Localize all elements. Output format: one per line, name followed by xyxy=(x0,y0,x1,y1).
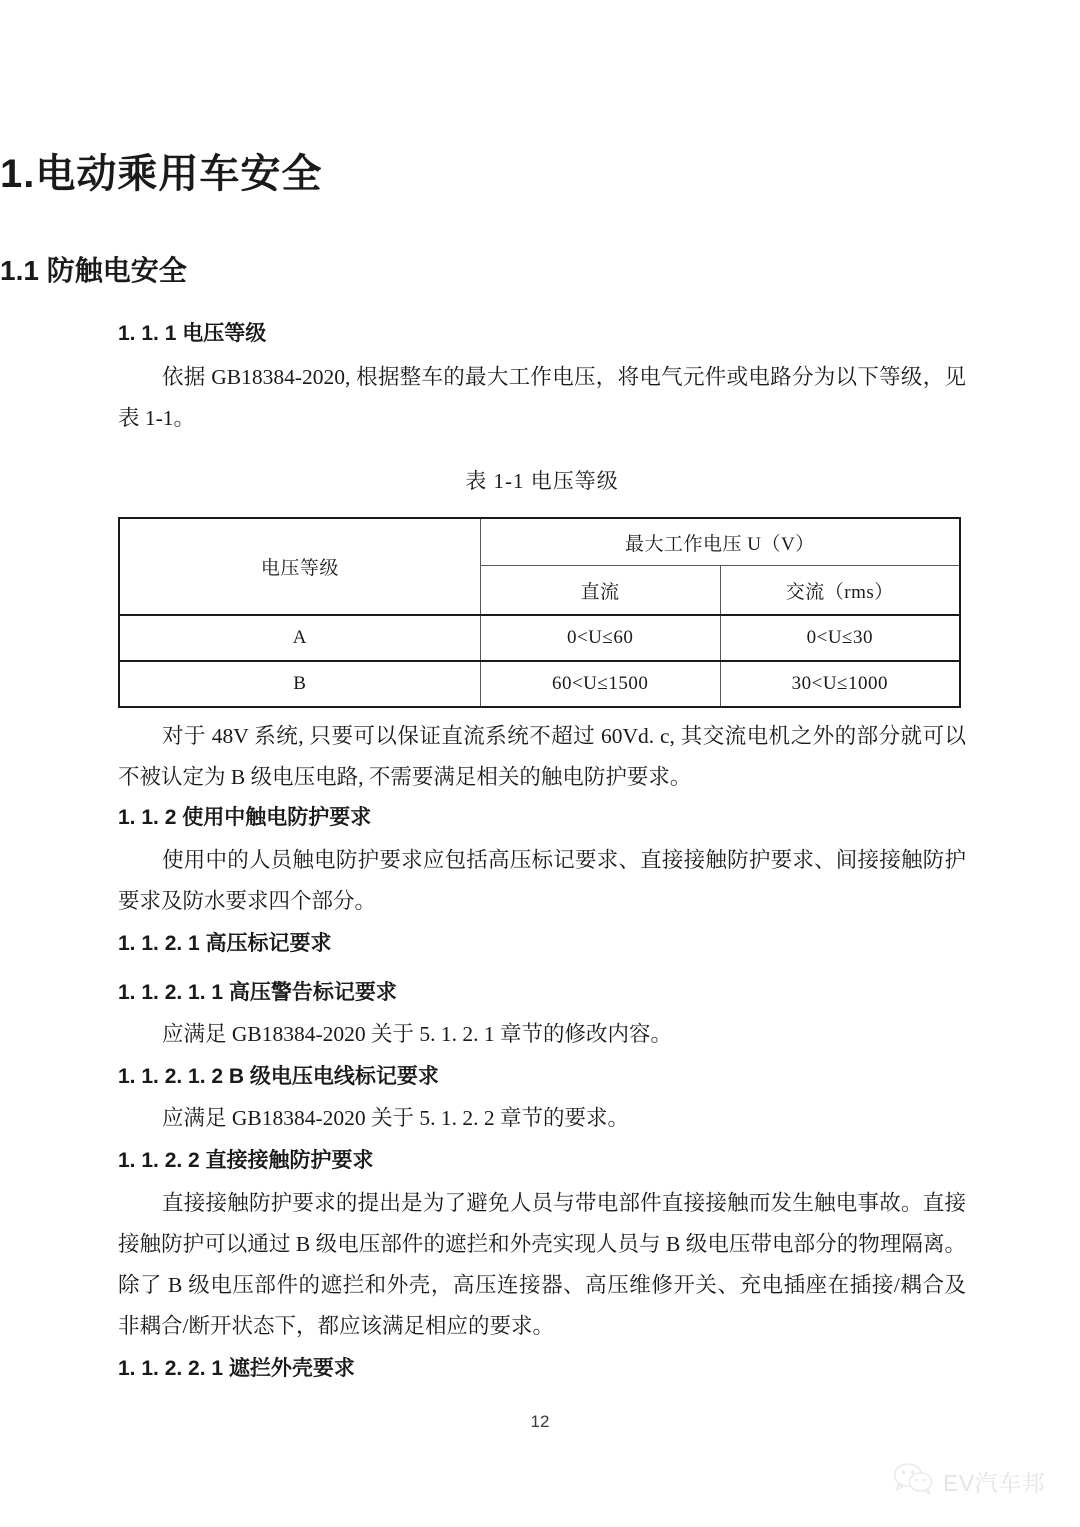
table-row xyxy=(119,661,960,707)
heading-1-1: 1.1 防触电安全 xyxy=(0,255,187,286)
table-cell-level: A xyxy=(119,615,480,661)
paragraph-gb-5121: 应满足 GB18384-2020 关于 5. 1. 2. 1 章节的修改内容。 xyxy=(162,1022,673,1047)
heading-1-1-2-1-1: 1. 1. 2. 1. 1 高压警告标记要求 xyxy=(118,980,397,1004)
table-caption: 表 1-1 电压等级 xyxy=(465,469,619,494)
document-content xyxy=(118,0,966,1382)
page-title: 1.电动乘用车安全 xyxy=(0,152,323,196)
table-header-dc: 直流 xyxy=(480,566,720,616)
heading-1-1-2-2-1: 1. 1. 2. 2. 1 遮拦外壳要求 xyxy=(118,1356,355,1380)
table-cell-ac: 30<U≤1000 xyxy=(720,661,960,707)
paragraph-direct-contact: 直接接触防护要求的提出是为了避免人员与带电部件直接接触而发生触电事故。直接接触防护可以通过 B 级电压部件的遮拦和外壳实现人员与 B 级电压带电部分的物理隔离。除了 B 级电压部件的遮拦和外壳，高压连接器、高压维修开关、充电插座在插接/耦合及非耦合/断开状态下，都应该满足相应的要求。 xyxy=(118,1190,966,1338)
table-cell-dc: 60<U≤1500 xyxy=(480,661,720,707)
page-number: 12 xyxy=(530,1412,550,1431)
watermark-label: EV汽车邦 xyxy=(943,1470,1046,1496)
paragraph-gb-5122: 应满足 GB18384-2020 关于 5. 1. 2. 2 章节的要求。 xyxy=(162,1106,630,1131)
wechat-icon xyxy=(893,1463,935,1500)
paragraph-voltage-levels: 依据 GB18384-2020, 根据整车的最大工作电压，将电气元件或电路分为以下等级，见表 1-1。 xyxy=(118,365,966,431)
table-cell-ac: 0<U≤30 xyxy=(720,615,960,661)
heading-1-1-1: 1. 1. 1 电压等级 xyxy=(118,322,267,345)
table-header-max-voltage: 最大工作电压 U（V） xyxy=(480,518,960,566)
paragraph-48v-system: 对于 48V 系统, 只要可以保证直流系统不超过 60Vd. c, 其交流电机之外的部分就可以不被认定为 B 级电压电路, 不需要满足相关的触电防护要求。 xyxy=(118,724,966,790)
heading-1-1-2: 1. 1. 2 使用中触电防护要求 xyxy=(118,806,372,830)
heading-1-1-2-2: 1. 1. 2. 2 直接接触防护要求 xyxy=(118,1149,374,1173)
table-header-voltage-level: 电压等级 xyxy=(119,518,480,615)
heading-1-1-2-1: 1. 1. 2. 1 高压标记要求 xyxy=(118,931,332,955)
table-cell-dc: 0<U≤60 xyxy=(480,615,720,661)
voltage-level-table xyxy=(118,517,961,708)
table-row xyxy=(119,615,960,661)
table-header-row xyxy=(119,518,960,566)
watermark xyxy=(893,1463,1045,1500)
table-cell-level: B xyxy=(119,661,480,707)
heading-1-1-2-1-2: 1. 1. 2. 1. 2 B 级电压电线标记要求 xyxy=(118,1065,439,1089)
paragraph-protection-requirements: 使用中的人员触电防护要求应包括高压标记要求、直接接触防护要求、间接接触防护要求及防水要求四个部分。 xyxy=(118,847,966,913)
table-header-ac: 交流（rms） xyxy=(720,566,960,616)
